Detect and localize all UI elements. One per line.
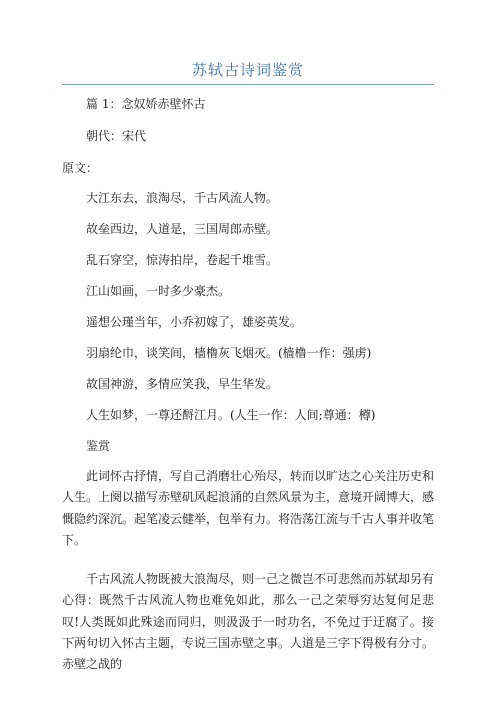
poem-line: 江山如画，一时多少豪杰。 [86,284,231,298]
document-title: 苏轼古诗词鉴赏 [191,61,304,79]
poem-line: 乱石穿空，惊涛拍岸，卷起千堆雪。 [86,253,279,267]
title-divider [62,84,434,85]
original-text-label: 原文： [62,161,99,175]
section-heading: 鉴赏 [86,439,111,453]
poem-line: 羽扇纶巾，谈笑间，樯橹灰飞烟灭。(樯橹一作：强虏) [86,346,372,360]
appreciation-paragraph: 千古风流人物既被大浪淘尽，则一己之微岂不可悲然而苏轼却另有心得：既然千古风流人物也难免如此，那么一己之荣辱穷达复何足悲叹!人类既如此殊途而同归，则汲汲于一时功名，不免过于迂腐了。接下两句切入怀古主题，专说三国赤壁之事。人道是三字下得极有分寸。赤壁之战的 [62,572,435,672]
dynasty-label: 朝代：宋代 [86,129,147,143]
appreciation-paragraph: 此词怀古抒情，写自己消磨壮心殆尽，转而以旷达之心关注历史和人生。上阕以描写赤壁矶风起浪涌的自然风景为主，意境开阔博大，感慨隐约深沉。起笔凌云健举，包举有力。将浩荡江流与千古人事并收笔下。 [62,469,435,547]
poem-line: 人生如梦，一尊还酹江月。(人生一作：人间;尊通：樽) [86,408,376,422]
poem-line: 大江东去，浪淘尽，千古风流人物。 [86,191,279,205]
poem-line: 遥想公瑾当年，小乔初嫁了，雄姿英发。 [86,315,303,329]
poem-line: 故国神游，多情应笑我，早生华发。 [86,377,279,391]
article-label: 篇 1：念奴娇赤壁怀古 [86,97,206,111]
poem-line: 故垒西边，人道是，三国周郎赤壁。 [86,222,279,236]
